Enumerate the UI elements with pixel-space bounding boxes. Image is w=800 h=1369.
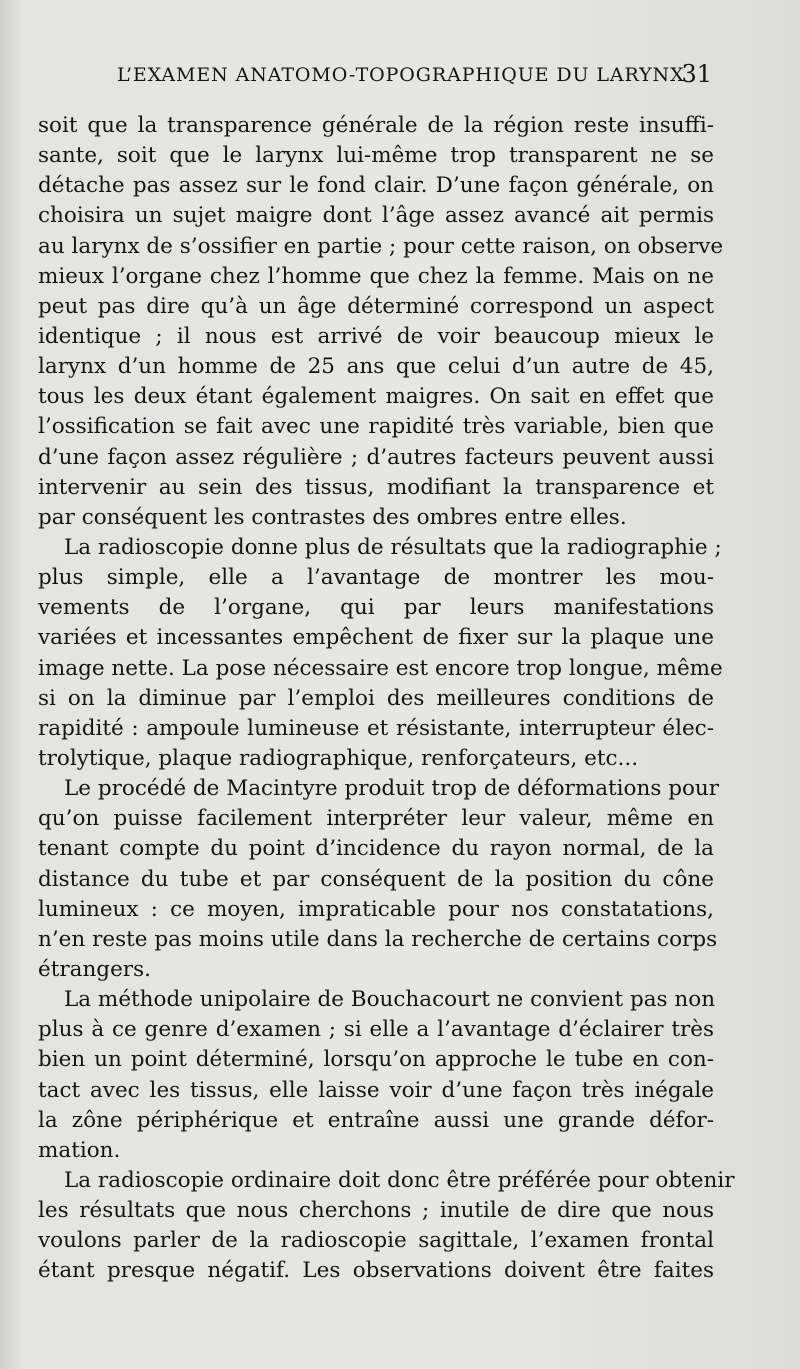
text-line: les résultats que nous cherchons ; inutile de dire que nous bbox=[38, 1198, 714, 1224]
text-line: l’ossification se fait avec une rapidité très variable, bien que bbox=[38, 414, 714, 440]
running-title: L’EXAMEN ANATOMO-TOPOGRAPHIQUE DU LARYNX bbox=[117, 64, 685, 86]
text-line: La méthode unipolaire de Bouchacourt ne convient pas non bbox=[64, 987, 716, 1013]
text-line: plus à ce genre d’examen ; si elle a l’avantage d’éclairer très bbox=[38, 1017, 714, 1043]
text-line: Le procédé de Macintyre produit trop de déformations pour bbox=[64, 776, 720, 802]
text-line: distance du tube et par conséquent de la position du cône bbox=[38, 866, 714, 892]
text-line: La radioscopie donne plus de résultats que la radiographie ; bbox=[64, 534, 722, 560]
text-line: trolytique, plaque radiographique, renforçateurs, etc... bbox=[38, 745, 639, 771]
text-line: détache pas assez sur le fond clair. D’une façon générale, on bbox=[38, 173, 714, 199]
text-line: image nette. La pose nécessaire est encore trop longue, même bbox=[38, 655, 723, 681]
text-line: plus simple, elle a l’avantage de montrer les mou- bbox=[38, 565, 714, 591]
text-line: rapidité : ampoule lumineuse et résistante, interrupteur élec- bbox=[38, 715, 714, 741]
text-line: variées et incessantes empêchent de fixer sur la plaque une bbox=[38, 625, 714, 651]
text-line: lumineux : ce moyen, impraticable pour nos constatations, bbox=[38, 896, 714, 922]
text-line: n’en reste pas moins utile dans la recherche de certains corps bbox=[38, 926, 718, 952]
text-line: tact avec les tissus, elle laisse voir d’une façon très inégale bbox=[38, 1077, 714, 1103]
text-line: mation. bbox=[38, 1137, 121, 1163]
text-line: soit que la transparence générale de la région reste insuffi- bbox=[38, 113, 714, 138]
text-line: par conséquent les contrastes des ombres entre elles. bbox=[38, 504, 627, 530]
text-line: bien un point déterminé, lorsqu’on approche le tube en con- bbox=[38, 1047, 714, 1073]
text-line: voulons parler de la radioscopie sagittale, l’examen frontal bbox=[38, 1228, 714, 1254]
page-number: 31 bbox=[681, 60, 712, 88]
text-line: tous les deux étant également maigres. On sait en effet que bbox=[38, 384, 714, 410]
text-line: tenant compte du point d’incidence du rayon normal, de la bbox=[38, 836, 714, 862]
text-line: vements de l’organe, qui par leurs manifestations bbox=[38, 595, 714, 621]
text-line: identique ; il nous est arrivé de voir beaucoup mieux le bbox=[38, 323, 714, 349]
text-line: d’une façon assez régulière ; d’autres facteurs peuvent aussi bbox=[38, 444, 714, 470]
text-line: sante, soit que le larynx lui-même trop transparent ne se bbox=[38, 143, 714, 169]
text-line: si on la diminue par l’emploi des meilleures conditions de bbox=[38, 685, 714, 711]
text-line: qu’on puisse facilement interpréter leur valeur, même en bbox=[38, 806, 714, 832]
text-line: La radioscopie ordinaire doit donc être préférée pour obtenir bbox=[64, 1167, 735, 1193]
running-header bbox=[117, 60, 712, 90]
text-line: intervenir au sein des tissus, modifiant la transparence et bbox=[38, 474, 714, 500]
text-line: mieux l’organe chez l’homme que chez la femme. Mais on ne bbox=[38, 263, 714, 289]
text-line: au larynx de s’ossifier en partie ; pour cette raison, on observe bbox=[38, 233, 724, 259]
text-line: larynx d’un homme de 25 ans que celui d’un autre de 45, bbox=[38, 354, 714, 380]
text-line: peut pas dire qu’à un âge déterminé correspond un aspect bbox=[38, 293, 714, 319]
body-text bbox=[38, 111, 735, 1286]
text-line: étrangers. bbox=[38, 956, 151, 982]
text-line: étant presque négatif. Les observations doivent être faites bbox=[38, 1258, 714, 1284]
text-line: choisira un sujet maigre dont l’âge assez avancé ait permis bbox=[38, 203, 714, 229]
text-line: la zône périphérique et entraîne aussi une grande défor- bbox=[38, 1107, 714, 1133]
